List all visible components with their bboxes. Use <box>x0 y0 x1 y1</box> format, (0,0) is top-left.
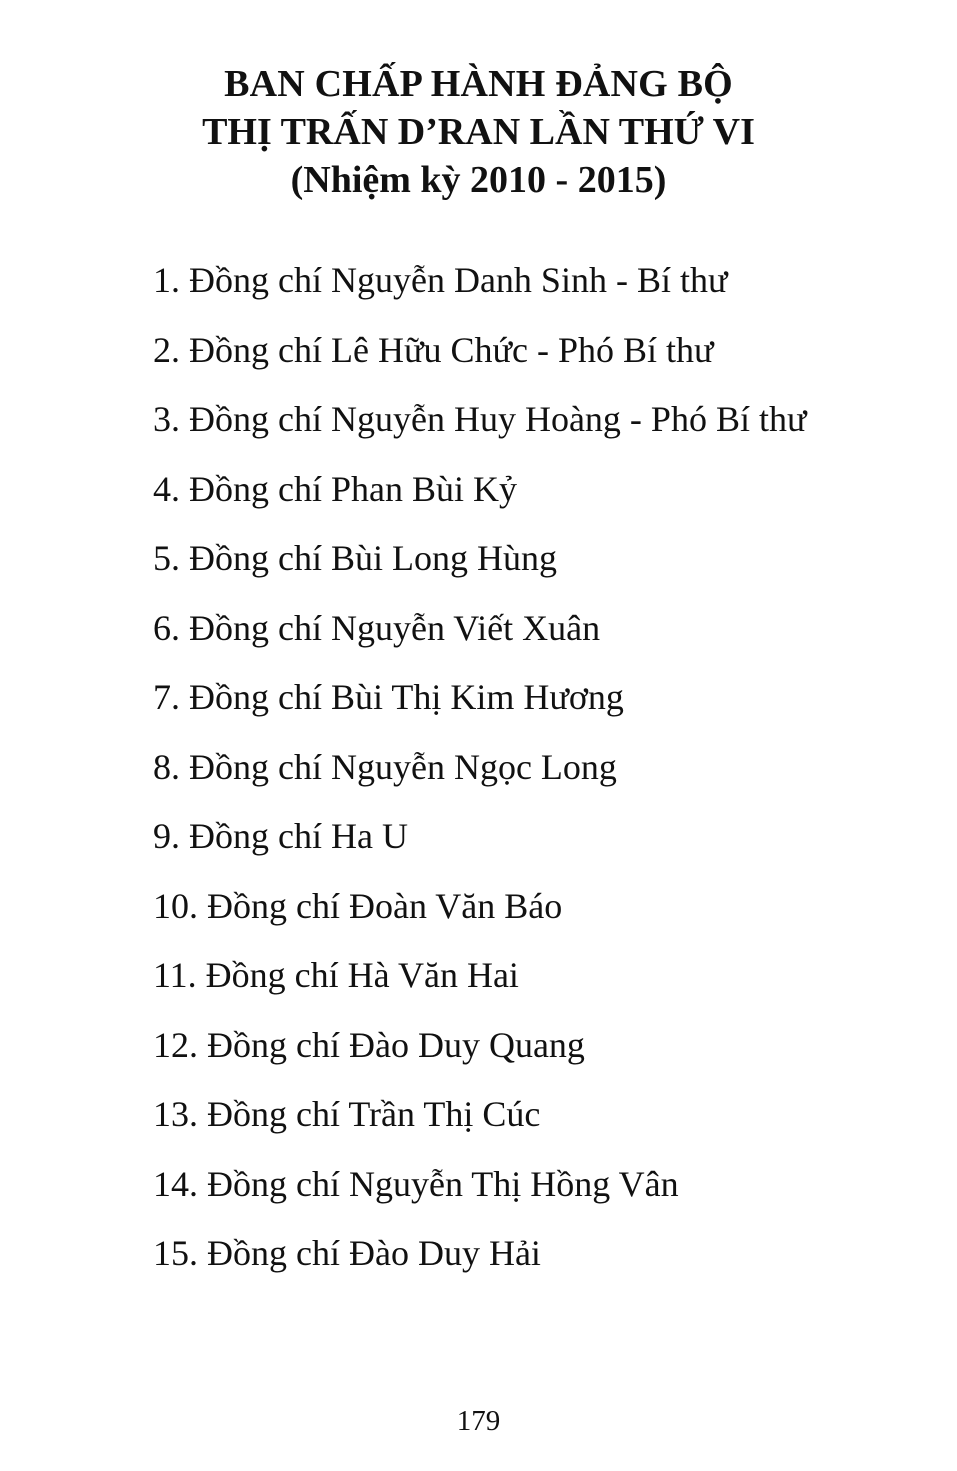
heading-line-3: (Nhiệm kỳ 2010 - 2015) <box>290 159 667 201</box>
list-item: 3. Đồng chí Nguyễn Huy Hoàng - Phó Bí thư <box>153 399 807 439</box>
list-item: 12. Đồng chí Đào Duy Quang <box>153 1024 585 1065</box>
list-item: 9. Đồng chí Ha U <box>153 816 408 856</box>
list-item: 8. Đồng chí Nguyễn Ngọc Long <box>153 746 617 787</box>
page-number: 179 <box>456 1405 501 1437</box>
list-item: 11. Đồng chí Hà Văn Hai <box>153 955 519 995</box>
heading-line-2: THỊ TRẤN D’RAN LẦN THỨ VI <box>202 111 755 153</box>
list-item: 1. Đồng chí Nguyễn Danh Sinh - Bí thư <box>153 260 728 300</box>
list-item: 5. Đồng chí Bùi Long Hùng <box>153 538 557 578</box>
member-list <box>153 246 806 1289</box>
list-item: 6. Đồng chí Nguyễn Viết Xuân <box>153 607 601 648</box>
list-item: 15. Đồng chí Đào Duy Hải <box>153 1233 541 1273</box>
list-item: 10. Đồng chí Đoàn Văn Báo <box>153 885 563 926</box>
list-item: 2. Đồng chí Lê Hữu Chức - Phó Bí thư <box>153 329 714 370</box>
heading-line-1: BAN CHẤP HÀNH ĐẢNG BỘ <box>224 63 733 105</box>
list-item: 14. Đồng chí Nguyễn Thị Hồng Vân <box>153 1163 679 1204</box>
list-item: 7. Đồng chí Bùi Thị Kim Hương <box>153 677 624 717</box>
page-heading <box>0 60 957 204</box>
list-item: 13. Đồng chí Trần Thị Cúc <box>153 1094 541 1134</box>
list-item: 4. Đồng chí Phan Bùi Kỷ <box>153 468 517 509</box>
